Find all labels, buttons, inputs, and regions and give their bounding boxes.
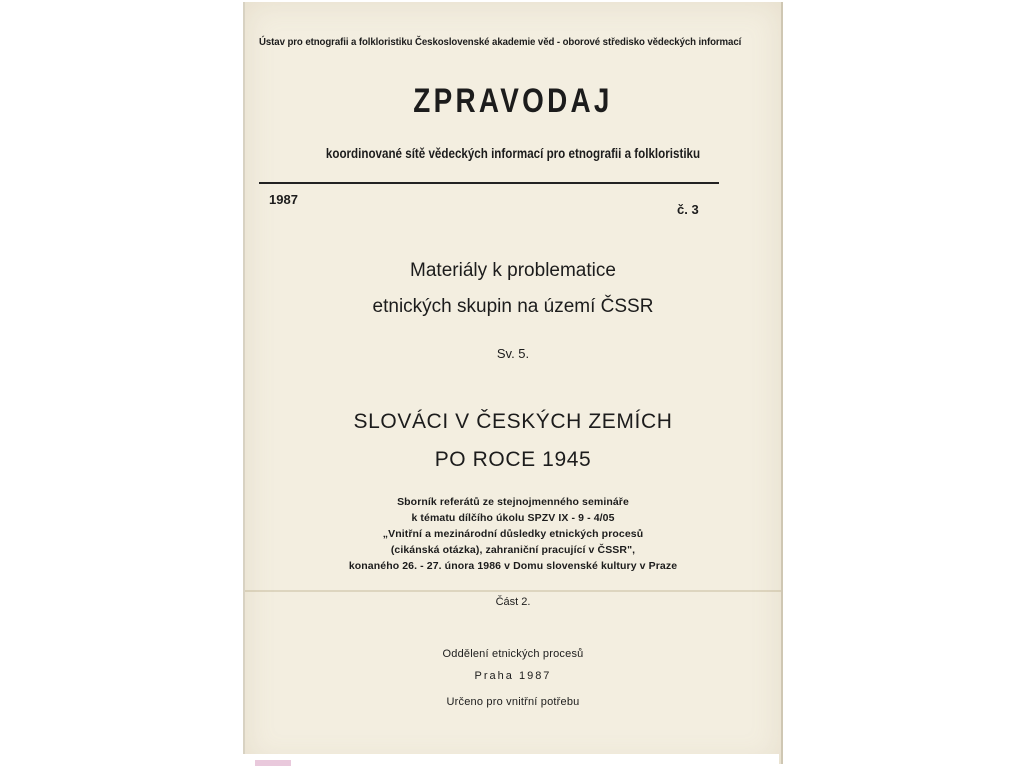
place-year: Praha 1987 [474,670,552,682]
issue-number: č. 3 [677,202,699,217]
main-title-line2: PO ROCE 1945 [434,448,592,471]
document-cover [243,2,783,764]
department: Oddělení etnických procesů [442,648,584,660]
part-number: Část 2. [495,596,531,608]
description-line: konaného 26. - 27. února 1986 v Domu slovenské kultury v Praze [348,560,678,572]
description-line: (cikánská otázka), zahraniční pracující v ČSSR", [390,544,636,556]
journal-title: ZPRAVODAJ [413,82,613,120]
journal-subtitle: koordinované sítě vědeckých informací pro etnografii a folkloristiku [325,146,701,161]
main-title-line1: SLOVÁCI V ČESKÝCH ZEMÍCH [353,410,673,433]
issue-year: 1987 [269,192,298,207]
description-line: k tématu dílčího úkolu SPZV IX - 9 - 4/05 [411,512,615,524]
description-line: Sborník referátů ze stejnojmenného semináře [397,496,629,508]
usage-note: Určeno pro vnitřní potřebu [446,696,580,708]
materials-title-line2: etnických skupin na území ČSSR [372,296,654,317]
scan-edge [243,754,779,768]
institute-header: Ústav pro etnografii a folkloristiku Československé akademie věd - oborové středisko vědeckých informací [259,36,742,48]
description-line: „Vnitřní a mezinárodní důsledky etnických procesů [382,528,644,540]
header-divider [259,182,719,184]
materials-title-line1: Materiály k problematice [410,260,616,281]
volume-number: Sv. 5. [496,346,530,361]
paper-fold [245,590,781,592]
pink-mark [255,760,291,766]
